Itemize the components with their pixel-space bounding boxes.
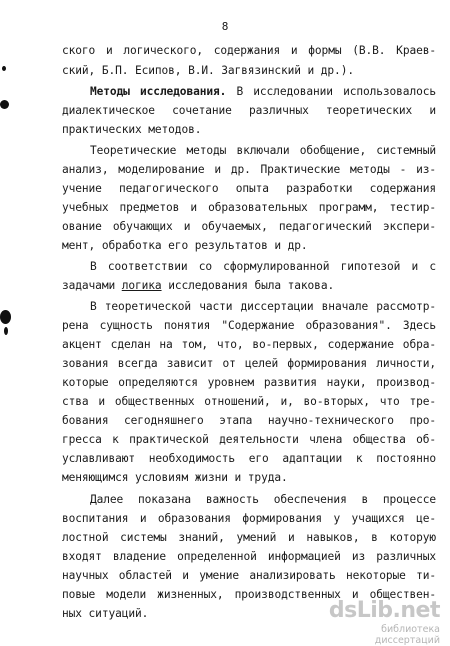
watermark-subtitle: библиотека диссертаций [374,624,440,646]
margin-mark [0,100,9,109]
text-line [90,85,436,99]
margin-mark [2,66,6,71]
text-line: бования сегодняшнего этапа научно-технического про- [62,414,436,427]
text-line: ского и логического, содержания и формы (В.В. Краев- [62,44,436,57]
text-line: повые модели жизненных, производственных и обществен- [62,588,436,601]
text-line: мент, обработка его результатов и др. [62,239,308,252]
text-line: Далее показана важность обеспечения в процессе [90,493,436,506]
text-line: зования всегда зависит от целей формирования личности, [62,357,436,370]
text-line: научных областей и умение анализировать некоторые ти- [62,569,436,582]
text-line: Теоретические методы включали обобщение, системный [90,144,436,157]
text-line: анализ, моделирование и др. Практические методы - из- [62,163,436,176]
text-line: рена сущность понятия "Содержание образования". Здесь [62,319,436,332]
text-line: ных ситуаций. [62,607,149,620]
text-line: воспитания и образования формирования у учащихся це- [62,512,436,525]
text-line: входят владение определенной информацией из различных [62,550,436,563]
underlined-word: логика [121,279,162,292]
text-line: лостной системы знаний, умений и навыков, в которую [62,531,436,544]
page-number: 8 [221,20,229,33]
text-line: учение педагогического опыта разработки содержания [62,182,436,195]
methods-heading: Методы исследования. [90,85,227,98]
text-line: диалектическое сочетание различных теоретических и [62,104,436,117]
text-line: которые определяются уровнем развития науки, производ- [62,376,436,389]
text-line: ование обучающих и обучаемых, педагогический экспери- [62,220,436,233]
text-fragment: задачами [62,279,116,292]
text-line: ский, Б.П. Есипов, В.И. Загвязинский и др.). [62,64,354,77]
text-line: ства и общественных отношений, и, во-вторых, что тре- [62,395,436,408]
text-line [62,279,436,293]
watermark [320,598,440,646]
methods-text: В исследовании использовалось [236,85,436,98]
text-line: учебных предметов и образовательных программ, тестир- [62,201,436,214]
text-line: гресса к практической деятельности члена общества об- [62,433,436,446]
text-line: уславливают необходимость его адаптации к постоянно [62,452,436,465]
margin-mark [0,310,11,324]
watermark-logo: dsLib.net [328,598,440,623]
text-line: меняющимся условиям жизни и труда. [62,471,288,484]
text-line: практических методов. [62,123,202,136]
text-fragment: исследования была такова. [168,279,335,292]
margin-mark [4,327,8,335]
text-line: акцент сделан на том, что, во-первых, содержание обра- [62,338,436,351]
text-line: В соответствии со сформулированной гипотезой и с [90,260,436,273]
text-line: В теоретической части диссертации вначале рассмотр- [90,300,436,313]
